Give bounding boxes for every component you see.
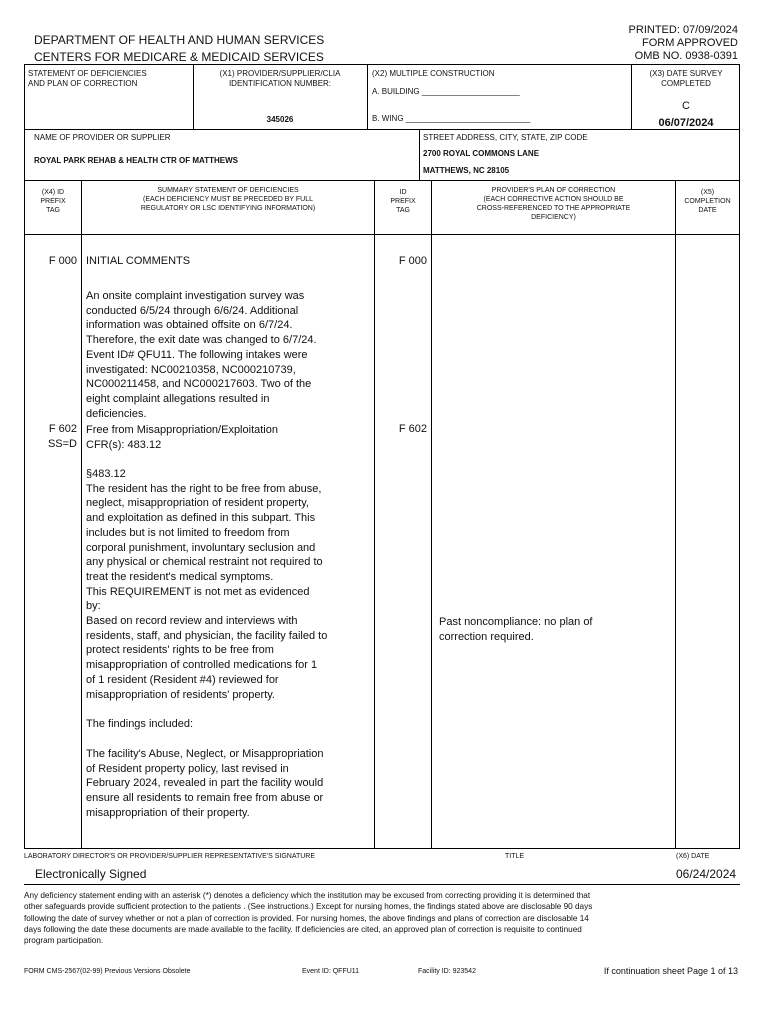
- signature-date: 06/24/2024: [676, 867, 737, 881]
- facility-id: Facility ID: 923542: [418, 968, 476, 975]
- provider-name: ROYAL PARK REHAB & HEALTH CTR OF MATTHEWS: [34, 156, 238, 165]
- survey-letter: C: [682, 100, 690, 112]
- tag-f000-right: F 000: [398, 255, 427, 267]
- initial-comments-title: INITIAL COMMENTS: [86, 255, 191, 267]
- id-header: ID PREFIX TAG: [390, 189, 416, 214]
- department-title: DEPARTMENT OF HEALTH AND HUMAN SERVICES: [34, 33, 325, 47]
- x4-header: (X4) ID PREFIX TAG: [40, 189, 66, 214]
- regulation-text: §483.12 The resident has the right to be free from abuse, neglect, misappropriation of resident property, and exploitation as defined in this subpart. This includes but is not limited to freedom from corporal punishment, involuntary seclusion and any physical or chemical restraint not required to treat the resident's medical symptoms. This REQUIREMENT is not met as evidenced by: Based on record review and interviews with residents, staff, and physician, the facility failed to protect residents' rights to be free from misappropriation of controlled medications for 1 of 1 resident (Resident #4) reviewed for misappropriation of residents' property.: [86, 468, 328, 701]
- signature-label: LABORATORY DIRECTOR'S OR PROVIDER/SUPPLIER REPRESENTATIVE'S SIGNATURE: [24, 853, 316, 860]
- x5-header: (X5) COMPLETION DATE: [684, 189, 731, 214]
- scope-severity: SS=D: [47, 438, 77, 450]
- provider-label: NAME OF PROVIDER OR SUPPLIER: [34, 133, 171, 142]
- statement-label: STATEMENT OF DEFICIENCIES AND PLAN OF CORRECTION: [28, 69, 147, 88]
- summary-header: SUMMARY STATEMENT OF DEFICIENCIES (EACH DEFICIENCY MUST BE PRECEDED BY FULL REGULATORY OR LSC IDENTIFYING INFORMATION): [140, 187, 316, 212]
- tag-f602: F 602: [48, 423, 77, 435]
- plan-header: PROVIDER'S PLAN OF CORRECTION (EACH CORRECTIVE ACTION SHOULD BE CROSS-REFERENCED TO THE APPROPRIATE DEFICIENCY): [476, 187, 631, 221]
- form-approved: FORM APPROVED: [642, 37, 738, 49]
- address-line2: MATTHEWS, NC 28105: [423, 166, 510, 175]
- x1-label: (X1) PROVIDER/SUPPLIER/CLIA IDENTIFICATION NUMBER:: [219, 69, 341, 88]
- title-label: TITLE: [505, 853, 525, 860]
- initial-comments-text: An onsite complaint investigation survey was conducted 6/5/24 through 6/6/24. Additional information was obtained offsite on 6/7/24. Therefore, the exit date was changed to 6/7/24. Event ID# QFU11. The following intakes were investigated: NC00210358, NC000210739, NC000211458, and NC000217603. Two of the eight complaint allegations resulted in deficiencies.: [86, 290, 317, 420]
- disclaimer-text: Any deficiency statement ending with an asterisk (*) denotes a deficiency which the institution may be excused from correcting providing it is determined that other safeguards provide sufficient protection to the patients . (See instructions.) Except for nursing homes, the findings stated above are disclosable 90 days following the date of survey whether or not a plan of correction is provided. For nursing homes, the above findings and plans of correction are disclosable 14 days following the date these documents are made available to the facility. If deficiencies are cited, an approved plan of correction is requisite to continued program participation.: [24, 891, 593, 946]
- signature-value: Electronically Signed: [35, 867, 147, 881]
- plan-of-correction: Past noncompliance: no plan of correction required.: [439, 616, 593, 643]
- survey-date: 06/07/2024: [658, 117, 714, 129]
- event-id: Event ID: QFFU11: [302, 968, 360, 975]
- address-label: STREET ADDRESS, CITY, STATE, ZIP CODE: [423, 133, 588, 142]
- tag-f000: F 000: [48, 255, 77, 267]
- omb-number: OMB NO. 0938-0391: [634, 50, 738, 62]
- form-number: FORM CMS-2567(02-99) Previous Versions Obsolete: [24, 968, 191, 975]
- findings-intro: The findings included:: [86, 718, 194, 730]
- f602-title: Free from Misappropriation/Exploitation CFR(s): 483.12: [86, 424, 278, 451]
- page-indicator: If continuation sheet Page 1 of 13: [603, 966, 738, 976]
- address-line1: 2700 ROYAL COMMONS LANE: [423, 149, 540, 158]
- date-label: (X6) DATE: [676, 853, 710, 860]
- building-label: A. BUILDING ______________________: [372, 87, 520, 96]
- tag-f602-right: F 602: [398, 423, 427, 435]
- printed-date: PRINTED: 07/09/2024: [628, 24, 738, 36]
- agency-title: CENTERS FOR MEDICARE & MEDICAID SERVICES: [34, 50, 324, 64]
- x2-label: (X2) MULTIPLE CONSTRUCTION: [372, 69, 495, 78]
- policy-text: The facility's Abuse, Neglect, or Misappropriation of Resident property policy, last revised in February 2024, revealed in part the facility would ensure all residents to remain free from abuse or misappropriation of their property.: [86, 748, 324, 819]
- x3-label: (X3) DATE SURVEY COMPLETED: [649, 69, 723, 88]
- provider-id: 345026: [266, 115, 294, 124]
- wing-label: B. WING ____________________________: [372, 114, 531, 123]
